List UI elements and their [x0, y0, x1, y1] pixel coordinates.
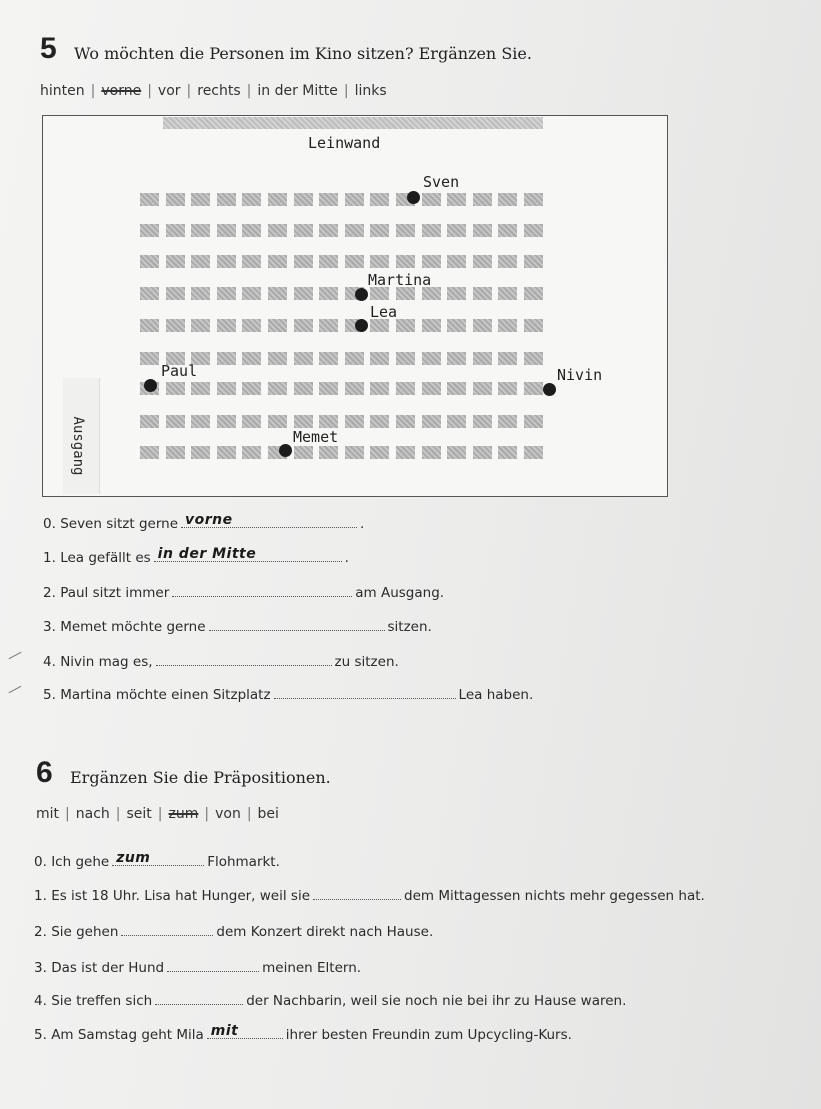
cinema-seat: [524, 415, 543, 428]
cinema-seat: [294, 224, 313, 237]
cinema-seat: [370, 255, 389, 268]
cinema-seat: [524, 382, 543, 395]
cinema-seat: [140, 255, 159, 268]
cinema-seat: [140, 352, 159, 365]
cinema-seat: [268, 415, 287, 428]
handwritten-answer: zum: [116, 850, 151, 866]
sentence-number: 4.: [43, 654, 56, 670]
sentence-end: .: [344, 550, 349, 566]
cinema-seat: [422, 319, 441, 332]
cinema-seat: [447, 415, 466, 428]
cinema-seat: [524, 352, 543, 365]
ex6-sentence-1: [34, 885, 705, 904]
cinema-seat: [217, 415, 236, 428]
cinema-seat: [524, 319, 543, 332]
cinema-seat: [524, 193, 543, 206]
cinema-seat: [370, 193, 389, 206]
cinema-seat: [447, 382, 466, 395]
cinema-seat: [473, 193, 492, 206]
cinema-seat: [422, 224, 441, 237]
sentence-number: 2.: [34, 924, 47, 940]
cinema-seat: [396, 224, 415, 237]
label-lea: Lea: [370, 303, 398, 321]
cinema-seat: [217, 382, 236, 395]
cinema-seat: [396, 352, 415, 365]
answer-blank[interactable]: [121, 921, 213, 936]
word-separator: |: [343, 83, 349, 99]
cinema-seat: [242, 446, 261, 459]
cinema-seat: [319, 352, 338, 365]
cinema-seat: [166, 255, 185, 268]
label-paul: Paul: [161, 362, 198, 380]
cinema-seat: [345, 352, 364, 365]
answer-blank[interactable]: [156, 651, 332, 666]
sentence-number: 5.: [43, 687, 56, 703]
cinema-seat: [242, 224, 261, 237]
cinema-seat: [345, 224, 364, 237]
cinema-seat: [498, 352, 517, 365]
word-separator: |: [186, 83, 192, 99]
cinema-seat: [140, 287, 159, 300]
cinema-seat: [524, 224, 543, 237]
sentence-text: Seven sitzt gerne: [60, 516, 179, 532]
cinema-seat: [447, 193, 466, 206]
ex5-sentence-3: [43, 616, 432, 635]
sentence-end: am Ausgang.: [355, 585, 445, 601]
cinema-seat: [268, 224, 287, 237]
sentence-number: 2.: [43, 585, 56, 601]
sentence-end: dem Mittagessen nichts mehr gegessen hat.: [404, 888, 705, 904]
sentence-number: 1.: [43, 550, 56, 566]
cinema-seat: [422, 415, 441, 428]
word-separator: |: [246, 806, 252, 822]
ex6-sentence-4: [34, 990, 626, 1009]
marker-memet: [279, 444, 292, 457]
word-separator: |: [65, 806, 70, 822]
cinema-seat: [242, 415, 261, 428]
cinema-seat: [268, 193, 287, 206]
word-vor: vor: [157, 83, 181, 99]
ex6-sentence-5: [34, 1024, 572, 1043]
cinema-seat: [447, 446, 466, 459]
handwritten-answer: vorne: [185, 512, 233, 528]
cinema-seat: [447, 287, 466, 300]
sentence-end: sitzen.: [387, 619, 432, 635]
cinema-seat: [422, 446, 441, 459]
ex6-sentence-0: [34, 851, 280, 870]
cinema-seat: [498, 287, 517, 300]
cinema-seat: [345, 193, 364, 206]
marker-nivin: [543, 383, 556, 396]
cinema-seat: [345, 255, 364, 268]
ex5-sentence-4: [43, 651, 399, 670]
exercise-6-word-bank: [36, 806, 279, 822]
cinema-seat: [422, 352, 441, 365]
exercise-6-title: Ergänzen Sie die Präpositionen.: [70, 768, 331, 787]
cinema-seat: [191, 193, 210, 206]
cinema-seat: [473, 382, 492, 395]
cinema-seat: [242, 287, 261, 300]
sentence-text: Memet möchte gerne: [60, 619, 206, 635]
exercise-5-number: 5: [40, 32, 57, 65]
cinema-seat: [140, 193, 159, 206]
cinema-seat: [191, 382, 210, 395]
cinema-seat: [396, 319, 415, 332]
cinema-seat: [294, 352, 313, 365]
cinema-seat: [498, 255, 517, 268]
sentence-text: Martina möchte einen Sitzplatz: [60, 687, 271, 703]
cinema-seat: [473, 446, 492, 459]
ex6-sentence-3: [34, 957, 361, 976]
cinema-seat: [319, 287, 338, 300]
cinema-seat: [140, 319, 159, 332]
cinema-seat: [473, 287, 492, 300]
word-rechts: rechts: [197, 83, 241, 99]
cinema-seat: [498, 193, 517, 206]
cinema-seat: [294, 319, 313, 332]
cinema-seat: [498, 382, 517, 395]
answer-blank[interactable]: [207, 1024, 283, 1039]
cinema-seat: [422, 255, 441, 268]
cinema-seat: [319, 382, 338, 395]
cinema-seat: [473, 255, 492, 268]
exercise-6-number: 6: [36, 756, 53, 789]
ex5-sentence-2: [43, 582, 444, 601]
cinema-seat: [191, 287, 210, 300]
cinema-seat: [166, 224, 185, 237]
cinema-seat: [473, 352, 492, 365]
sentence-number: 5.: [34, 1027, 47, 1043]
answer-blank[interactable]: [181, 513, 357, 528]
cinema-seat: [294, 255, 313, 268]
screen-label: Leinwand: [308, 134, 381, 152]
cinema-seat: [268, 287, 287, 300]
label-memet: Memet: [293, 428, 339, 446]
sentence-text: Das ist der Hund: [51, 960, 165, 976]
cinema-seat: [166, 193, 185, 206]
cinema-seat: [498, 224, 517, 237]
cinema-seat: [294, 415, 313, 428]
word-seit: seit: [126, 806, 152, 822]
cinema-seat: [166, 319, 185, 332]
marker-lea: [355, 319, 368, 332]
cinema-seat: [422, 382, 441, 395]
handwritten-answer: mit: [210, 1023, 239, 1039]
cinema-seat: [242, 255, 261, 268]
cinema-seat: [319, 446, 338, 459]
sentence-number: 0.: [34, 854, 47, 870]
sentence-text: Sie gehen: [51, 924, 119, 940]
word-mit: mit: [36, 806, 60, 822]
cinema-seat: [217, 446, 236, 459]
word-in-der-mitte: in der Mitte: [257, 83, 338, 99]
cinema-seat: [319, 255, 338, 268]
cinema-seat: [319, 319, 338, 332]
cinema-seat: [217, 224, 236, 237]
cinema-seat: [268, 382, 287, 395]
cinema-seat: [473, 224, 492, 237]
answer-blank[interactable]: [154, 547, 342, 562]
sentence-text: Es ist 18 Uhr. Lisa hat Hunger, weil sie: [51, 888, 310, 904]
cinema-seat: [524, 287, 543, 300]
word-vorne-crossed: vorne: [101, 83, 142, 99]
sentence-text: Sie treffen sich: [51, 993, 153, 1009]
handwritten-answer: in der Mitte: [157, 546, 257, 562]
cinema-seat: [447, 352, 466, 365]
word-separator: |: [90, 83, 96, 99]
cinema-seat: [242, 319, 261, 332]
ex5-sentence-5: [43, 684, 533, 703]
cinema-seat: [140, 224, 159, 237]
sentence-number: 0.: [43, 516, 56, 532]
sentence-number: 3.: [43, 619, 56, 635]
cinema-seat: [370, 352, 389, 365]
word-separator: |: [147, 83, 152, 99]
cinema-seat: [166, 415, 185, 428]
sentence-end: Lea haben.: [458, 687, 534, 703]
cinema-seat: [345, 446, 364, 459]
answer-blank[interactable]: [155, 990, 243, 1005]
answer-blank[interactable]: [313, 885, 401, 900]
cinema-seat: [166, 382, 185, 395]
cinema-seat: [191, 319, 210, 332]
cinema-seat: [396, 382, 415, 395]
cinema-seat: [191, 415, 210, 428]
cinema-seat: [140, 415, 159, 428]
exercise-5-title: Wo möchten die Personen im Kino sitzen? Ergänzen Sie.: [74, 44, 532, 63]
cinema-seat: [217, 352, 236, 365]
cinema-seat: [242, 193, 261, 206]
cinema-seat: [217, 319, 236, 332]
cinema-seat: [447, 319, 466, 332]
cinema-seat: [422, 193, 441, 206]
cinema-seat: [370, 415, 389, 428]
cinema-seat: [345, 415, 364, 428]
exercise-5-word-bank: [40, 83, 387, 99]
ex5-sentence-1: [43, 547, 349, 566]
cinema-seat: [268, 319, 287, 332]
sentence-number: 3.: [34, 960, 47, 976]
cinema-seat: [242, 352, 261, 365]
cinema-seat: [217, 255, 236, 268]
cinema-seat: [268, 255, 287, 268]
cinema-seat: [191, 255, 210, 268]
sentence-text: Am Samstag geht Mila: [51, 1027, 204, 1043]
cinema-seat: [473, 415, 492, 428]
cinema-seat: [498, 319, 517, 332]
cinema-seat: [268, 352, 287, 365]
cinema-seat: [140, 446, 159, 459]
cinema-seat: [396, 255, 415, 268]
exit-label: Ausgang: [70, 416, 86, 476]
label-martina: Martina: [368, 271, 432, 289]
cinema-seat: [166, 446, 185, 459]
word-bei: bei: [257, 806, 279, 822]
ex6-sentence-2: [34, 921, 433, 940]
answer-blank[interactable]: [112, 851, 204, 866]
cinema-seat: [524, 446, 543, 459]
answer-blank[interactable]: [172, 582, 352, 597]
ex5-sentence-0: [43, 513, 364, 532]
cinema-seat: [319, 224, 338, 237]
word-zum-crossed: zum: [168, 806, 199, 822]
sentence-text: Paul sitzt immer: [60, 585, 170, 601]
cinema-seat: [319, 415, 338, 428]
word-nach: nach: [75, 806, 110, 822]
answer-blank[interactable]: [167, 957, 259, 972]
cinema-seat: [242, 382, 261, 395]
cinema-seat: [294, 287, 313, 300]
cinema-seat: [370, 224, 389, 237]
sentence-number: 4.: [34, 993, 47, 1009]
cinema-seat: [345, 382, 364, 395]
cinema-seat: [191, 446, 210, 459]
answer-blank[interactable]: [274, 684, 456, 699]
cinema-seat: [447, 224, 466, 237]
word-separator: |: [246, 83, 252, 99]
sentence-end: ihrer besten Freundin zum Upcycling-Kurs.: [285, 1027, 572, 1043]
sentence-end: dem Konzert direkt nach Hause.: [216, 924, 434, 940]
cinema-seat: [191, 224, 210, 237]
cinema-seat: [166, 287, 185, 300]
sentence-end: Flohmarkt.: [207, 854, 280, 870]
cinema-seat: [370, 446, 389, 459]
cinema-seat: [498, 446, 517, 459]
cinema-seat: [396, 415, 415, 428]
cinema-screen: [163, 117, 543, 129]
word-separator: |: [204, 806, 210, 822]
cinema-seat: [217, 193, 236, 206]
answer-blank[interactable]: [209, 616, 385, 631]
cinema-seat: [396, 446, 415, 459]
cinema-seat: [294, 382, 313, 395]
cinema-seat: [294, 446, 313, 459]
cinema-seat: [294, 193, 313, 206]
cinema-seating-plan: [42, 115, 668, 497]
word-separator: |: [157, 806, 163, 822]
cinema-seat: [473, 319, 492, 332]
sentence-text: Nivin mag es,: [60, 654, 153, 670]
label-sven: Sven: [423, 173, 460, 191]
label-nivin: Nivin: [557, 366, 603, 384]
cinema-seat: [217, 287, 236, 300]
word-separator: |: [115, 806, 121, 822]
marker-martina: [355, 288, 368, 301]
sentence-end: zu sitzen.: [334, 654, 399, 670]
cinema-seat: [524, 255, 543, 268]
sentence-end: meinen Eltern.: [262, 960, 362, 976]
marker-sven: [407, 191, 420, 204]
sentence-text: Ich gehe: [51, 854, 110, 870]
word-hinten: hinten: [40, 83, 85, 99]
cinema-seat: [370, 382, 389, 395]
sentence-text: Lea gefällt es: [60, 550, 151, 566]
sentence-end: .: [360, 516, 365, 532]
word-links: links: [354, 83, 387, 99]
cinema-seat: [447, 255, 466, 268]
cinema-seat: [498, 415, 517, 428]
sentence-number: 1.: [34, 888, 47, 904]
word-von: von: [215, 806, 241, 822]
cinema-seat: [319, 193, 338, 206]
sentence-end: der Nachbarin, weil sie noch nie bei ihr zu Hause waren.: [246, 993, 627, 1009]
marker-paul: [144, 379, 157, 392]
